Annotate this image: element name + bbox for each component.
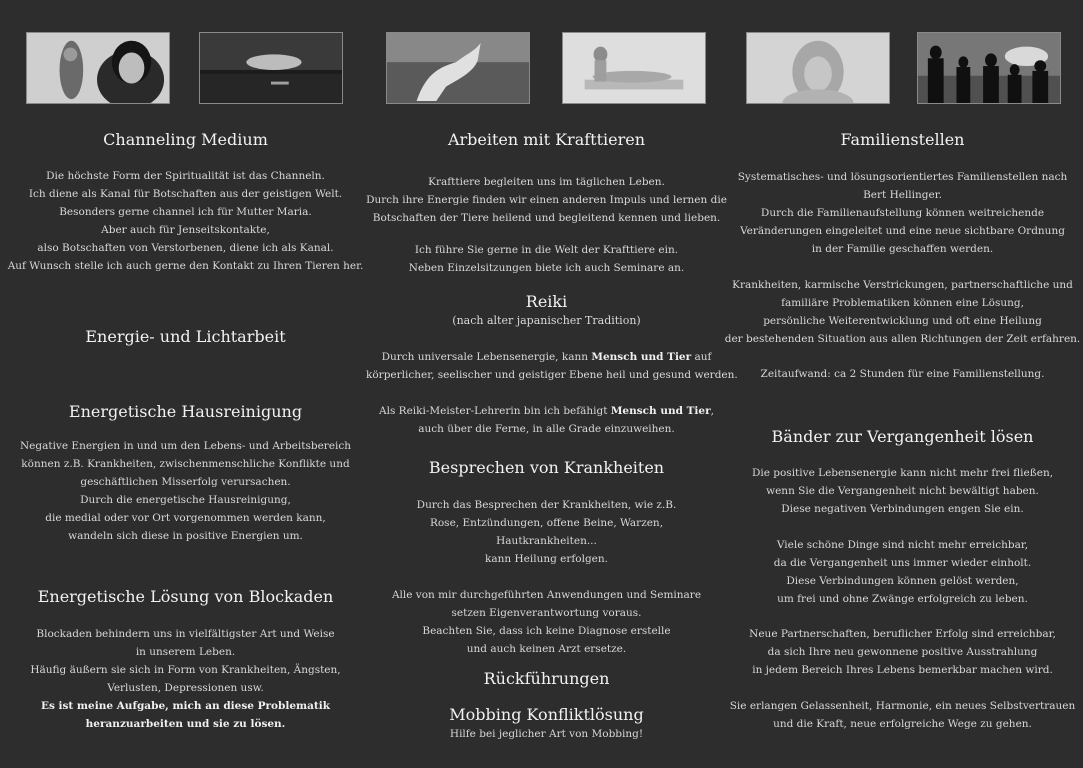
text-channeling: Die höchste Form der Spiritualität ist das Channeln. Ich diene als Kanal für Botschaften aus der geistigen Welt. Besonders gerne channel ich für Mutter Maria. Aber auch für Jenseitskontakte, also Botschaften von Verstorbenen, diene ich als Kanal. Auf Wunsch stelle ich auch gerne den Kontakt zu Ihren Tieren her.: [7, 170, 364, 272]
heading-channeling: Channeling Medium: [103, 130, 268, 149]
heading-hausreinigung: Energetische Hausreinigung: [68, 402, 303, 421]
photo-thoughtful-girl: [746, 32, 890, 104]
text-mobbing: Hilfe bei jeglicher Art von Mobbing!: [449, 728, 644, 740]
text-baender-1: Die positive Lebensenergie kann nicht mehr frei fließen, wenn Sie die Vergangenheit nicht bewältigt haben. Diese negativen Verbindungen engen Sie ein.: [751, 467, 1054, 515]
text-besprechen-2: Alle von mir durchgeführten Anwendungen und Seminare setzen Eigenverantwortung voraus. Beachten Sie, dass ich keine Diagnose erstelle und auch keinen Arzt ersetze.: [391, 589, 702, 655]
text-baender-2: Viele schöne Dinge sind nicht mehr erreichbar, da die Vergangenheit uns immer wieder einholt. Diese Verbindungen können gelöst werden, um frei und ohne Zwänge erfolgreich zu leben.: [773, 539, 1032, 605]
heading-energie: Energie- und Lichtarbeit: [85, 327, 286, 346]
text-hausreinigung: Negative Energien in und um den Lebens- und Arbeitsbereich können z.B. Krankheiten, zwischenmenschliche Konflikte und geschäftlichen Misserfolg verursachen. Durch die energetische Hausreinigung, die medial oder vor Ort vorgenommen werden kann, wandeln sich diese in positive Energien um.: [19, 440, 352, 542]
heading-familienstellen: Familienstellen: [840, 130, 965, 149]
photo-sunset-sea: [199, 32, 343, 104]
heading-blockaden: Energetische Lösung von Blockaden: [37, 587, 334, 606]
heading-baender: Bänder zur Vergangenheit lösen: [771, 427, 1034, 446]
photo-unicorn: [386, 32, 530, 104]
text-reiki-2: Als Reiki-Meister-Lehrerin bin ich befähigt Mensch und Tier, auch über die Ferne, in alle Grade einzuweihen.: [379, 405, 714, 435]
text-krafttiere-2: Ich führe Sie gerne in die Welt der Krafttiere ein. Neben Einzelsitzungen biete ich auch Seminare an.: [408, 244, 685, 274]
text-blockaden: Blockaden behindern uns in vielfältigster Art und Weise in unserem Leben. Häufig äußern sie sich in Form von Krankheiten, Ängsten, Verlusten, Depressionen usw. Es ist meine Aufgabe, mich an diese Problematik heranzuarbeiten und sie zu lösen.: [30, 628, 341, 730]
text-krafttiere: Krafttiere begleiten uns im täglichen Leben. Durch ihre Energie finden wir einen anderen Impuls und lernen die Botschaften der Tiere heilend und begleitend kennen und lieben.: [366, 176, 727, 224]
photo-healing-session: [562, 32, 706, 104]
text-besprechen: Durch das Besprechen der Krankheiten, wie z.B. Rose, Entzündungen, offene Beine, Warzen, Hautkrankheiten... kann Heilung erfolgen.: [416, 499, 677, 565]
heading-besprechen: Besprechen von Krankheiten: [428, 458, 665, 477]
heading-mobbing: Mobbing Konfliktlösung: [449, 705, 644, 724]
heading-krafttiere: Arbeiten mit Krafttieren: [447, 130, 646, 149]
heading-rueckfuehrungen: Rückführungen: [483, 669, 610, 688]
heading-reiki: Reiki: [525, 292, 568, 311]
text-reiki-1: Durch universale Lebensenergie, kann Mensch und Tier auf körperlicher, seelischer und geistiger Ebene heil und gesund werden.: [366, 351, 738, 381]
photo-madonna-woman: [26, 32, 170, 104]
text-zeitaufwand: Zeitaufwand: ca 2 Stunden für eine Familienstellung.: [760, 368, 1045, 380]
photo-family-silhouette: [917, 32, 1061, 104]
reiki-subtitle: (nach alter japanischer Tradition): [452, 314, 641, 327]
text-familienstellen: Systematisches- und lösungsorientiertes Familienstellen nach Bert Hellinger. Durch die Familienaufstellung können weitreichende Veränderungen eingeleitet und eine neue sichtbare Ordnung in der Familie geschaffen werden.: [737, 171, 1068, 255]
text-baender-4: Sie erlangen Gelassenheit, Harmonie, ein neues Selbstvertrauen und die Kraft, neue erfolgreiche Wege zu gehen.: [729, 700, 1076, 730]
text-baender-3: Neue Partnerschaften, beruflicher Erfolg sind erreichbar, da sich Ihre neu gewonnene positive Ausstrahlung in jedem Bereich Ihres Lebens bemerkbar machen wird.: [749, 628, 1056, 676]
text-familienstellen-2: Krankheiten, karmische Verstrickungen, partnerschaftliche und familiäre Problematiken können eine Lösung, persönliche Weiterentwicklung und oft eine Heilung der bestehenden Situation aus allen Richtungen der Zeit erfahren.: [724, 279, 1081, 345]
